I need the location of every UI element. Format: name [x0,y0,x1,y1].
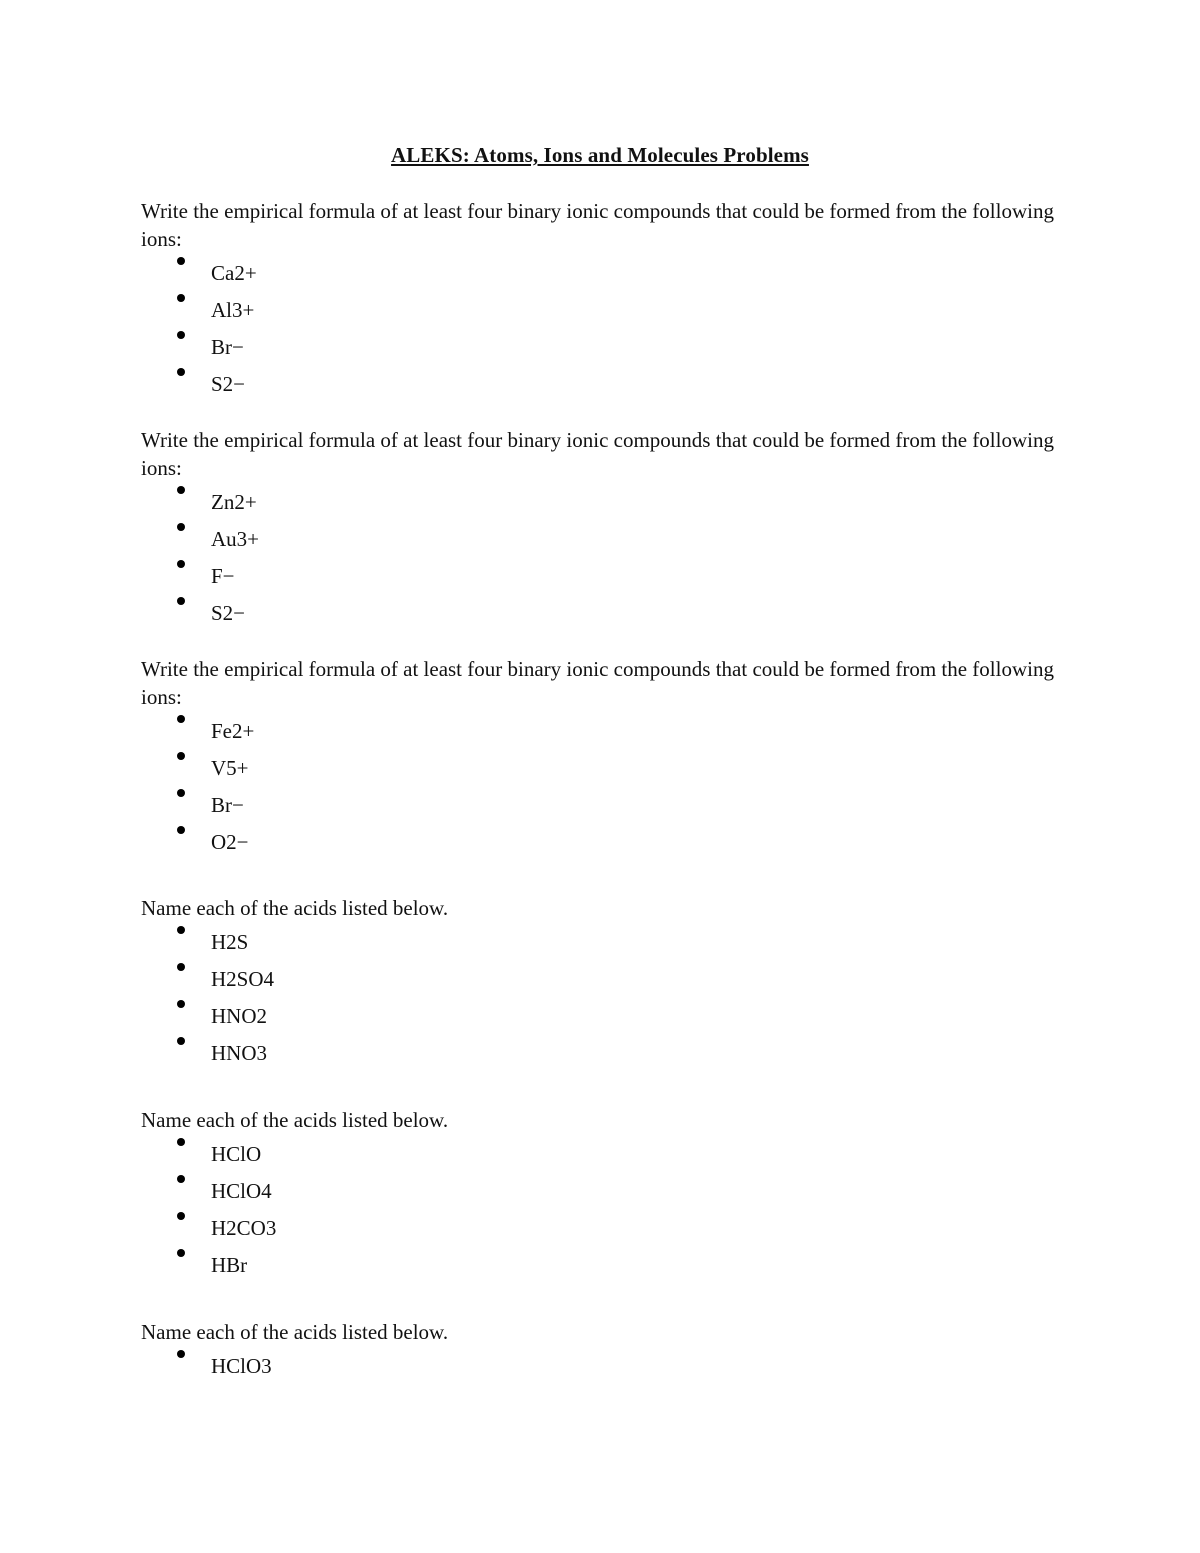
bullet-icon [177,368,185,376]
list-item: H2SO4 [141,959,1061,996]
problem-prompt: Write the empirical formula of at least four binary ionic compounds that could be formed from the following ions: [141,428,1054,480]
list-item: Fe2+ [141,711,1061,748]
bullet-icon [177,1000,185,1008]
bullet-icon [177,963,185,971]
list-item: HClO4 [141,1171,1061,1208]
list-item: O2− [141,822,1061,859]
list-item: F− [141,556,1061,593]
problem-prompt: Write the empirical formula of at least four binary ionic compounds that could be formed from the following ions: [141,657,1054,709]
bullet-icon [177,560,185,568]
acid-list [141,1134,1061,1282]
bullet-icon [177,331,185,339]
ion-list [141,253,1061,401]
list-item: HClO3 [141,1346,1061,1383]
problem-prompt: Name each of the acids listed below. [141,896,449,920]
problem-prompt: Write the empirical formula of at least four binary ionic compounds that could be formed from the following ions: [141,199,1054,251]
problem-section-5 [141,1106,1061,1282]
list-item: V5+ [141,748,1061,785]
problem-section-2 [141,426,1061,630]
list-item: Au3+ [141,519,1061,556]
list-item: HNO2 [141,996,1061,1033]
document-title: ALEKS: Atoms, Ions and Molecules Problems [391,143,809,167]
bullet-icon [177,486,185,494]
problem-section-1 [141,197,1061,401]
bullet-icon [177,1212,185,1220]
list-item: Br− [141,785,1061,822]
problem-section-6 [141,1318,1061,1383]
bullet-icon [177,1138,185,1146]
bullet-icon [177,597,185,605]
bullet-icon [177,257,185,265]
list-item: Zn2+ [141,482,1061,519]
list-item: S2− [141,364,1061,401]
bullet-icon [177,294,185,302]
bullet-icon [177,826,185,834]
bullet-icon [177,1350,185,1358]
list-item: Ca2+ [141,253,1061,290]
bullet-icon [177,715,185,723]
list-item: S2− [141,593,1061,630]
problem-section-4 [141,894,1061,1070]
list-item: HBr [141,1245,1061,1282]
bullet-icon [177,1175,185,1183]
acid-list [141,922,1061,1070]
bullet-icon [177,789,185,797]
list-item: Al3+ [141,290,1061,327]
problem-prompt: Name each of the acids listed below. [141,1320,449,1344]
bullet-icon [177,1037,185,1045]
ion-list [141,711,1061,859]
list-item: HClO [141,1134,1061,1171]
acid-list [141,1346,1061,1383]
problem-prompt: Name each of the acids listed below. [141,1108,449,1132]
list-item: H2CO3 [141,1208,1061,1245]
ion-list [141,482,1061,630]
bullet-icon [177,926,185,934]
list-item: HNO3 [141,1033,1061,1070]
bullet-icon [177,752,185,760]
bullet-icon [177,1249,185,1257]
bullet-icon [177,523,185,531]
list-item: Br− [141,327,1061,364]
problem-section-3 [141,655,1061,859]
list-item: H2S [141,922,1061,959]
